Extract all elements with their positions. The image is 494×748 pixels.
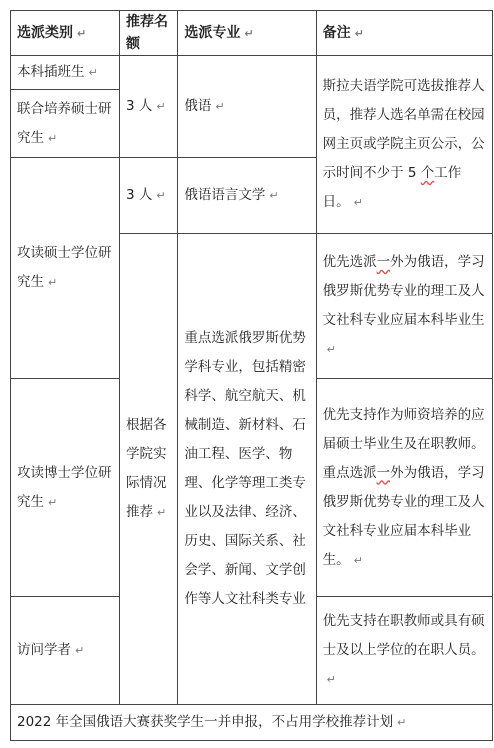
paragraph-mark-icon: ↵ <box>397 716 407 729</box>
cell-quota-3b: 3 人 ↵ <box>119 158 177 234</box>
paragraph-mark-icon: ↵ <box>48 276 58 289</box>
paragraph-mark-icon: ↵ <box>353 553 363 567</box>
cell-joint-master-category: 联合培养硕士研究生 ↵ <box>11 90 120 158</box>
paragraph-mark-icon: ↵ <box>48 131 58 145</box>
cell-footer-note: 2022 年全国俄语大赛获奖学生一并申报，不占用学校推荐计划 ↵ <box>11 705 493 741</box>
paragraph-mark-icon: ↵ <box>244 26 254 40</box>
paragraph-mark-icon: ↵ <box>326 673 336 686</box>
paragraph-mark-icon: ↵ <box>156 189 166 202</box>
cell-visiting-category: 访问学者 ↵ <box>11 597 120 705</box>
paragraph-mark-icon: ↵ <box>326 343 336 356</box>
cell-major-russian-lit: 俄语语言文学 ↵ <box>178 158 316 234</box>
paragraph-mark-icon: ↵ <box>75 644 85 657</box>
paragraph-mark-icon: ↵ <box>269 189 279 202</box>
cell-remark-doctor: 优先支持作为师资培养的应届硕士毕业生及在职教师。重点选派一外为俄语，学习俄罗斯优势专业的理工及人文社科专业应届本科毕业生。 ↵ <box>316 379 492 597</box>
paragraph-mark-icon: ↵ <box>215 100 225 113</box>
paragraph-mark-icon: ↵ <box>156 506 167 519</box>
paragraph-mark-icon: ↵ <box>156 100 166 113</box>
header-category: 选派类别 ↵ <box>11 11 120 56</box>
paragraph-mark-icon: ↵ <box>48 495 58 509</box>
cell-remark-master: 优先选派一外为俄语，学习俄罗斯优势专业的理工及人文社科专业应届本科毕业生↵ <box>316 234 492 379</box>
cell-master-category: 攻读硕士学位研究生 ↵ <box>11 158 120 379</box>
cell-major-key: 重点选派俄罗斯优势学科专业，包括精密科学、航空航天、机械制造、新材料、石油工程、医学、物理、化学等理工类专业以及法律、经济、历史、国际关系、社会学、新闻、文学创作等人文社科类专业 <box>178 234 316 705</box>
header-quota: 推荐名额 <box>119 11 177 56</box>
cell-undergrad-category: 本科插班生 ↵ <box>11 56 120 90</box>
paragraph-mark-icon: ↵ <box>77 26 87 40</box>
cell-remark-visiting: 优先支持在职教师或具有硕士及以上学位的在职人员。↵ <box>316 597 492 705</box>
header-major: 选派专业 ↵ <box>178 11 316 56</box>
selection-table <box>10 10 493 741</box>
cell-major-russian: 俄语 ↵ <box>178 56 316 158</box>
cell-remark-recommend: 斯拉夫语学院可选拔推荐人员，推荐人选名单需在校园网主页或学院主页公示，公示时间不少于 5 个工作日。 ↵ <box>316 56 492 234</box>
paragraph-mark-icon: ↵ <box>354 26 364 40</box>
cell-quota-by-need: 根据各学院实际情况推荐 ↵ <box>119 234 177 705</box>
paragraph-mark-icon: ↵ <box>88 66 98 79</box>
cell-quota-3a: 3 人 ↵ <box>119 56 177 158</box>
paragraph-mark-icon: ↵ <box>353 196 363 209</box>
header-remarks: 备注 ↵ <box>316 11 492 56</box>
cell-doctor-category: 攻读博士学位研究生 ↵ <box>11 379 120 597</box>
